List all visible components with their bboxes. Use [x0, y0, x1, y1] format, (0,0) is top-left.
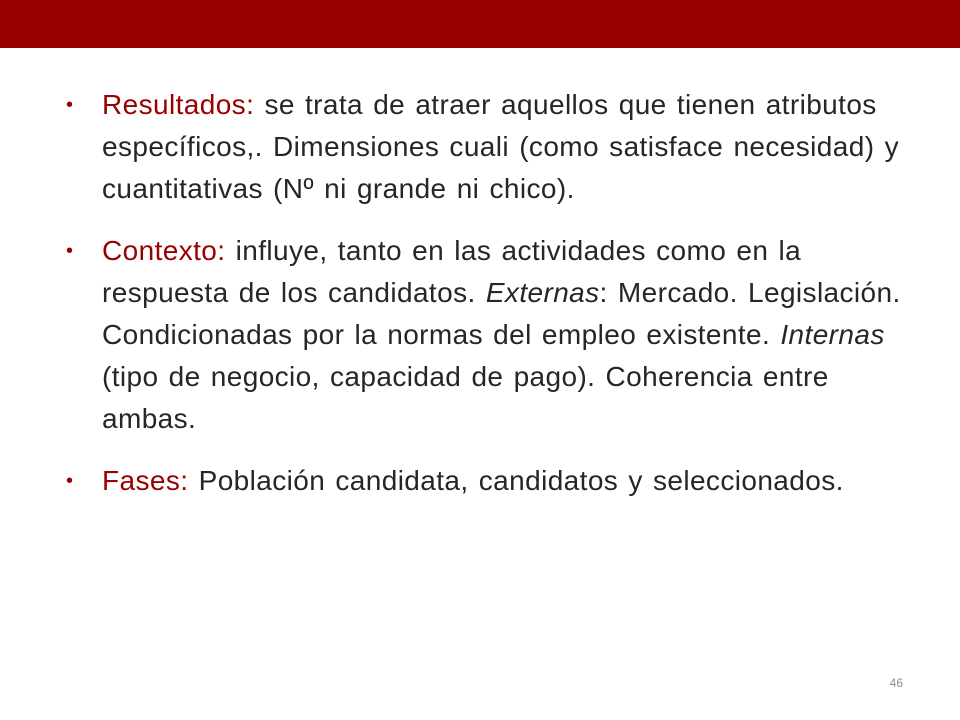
term-contexto: Contexto:	[102, 235, 226, 266]
emphasis-externas: Externas	[485, 277, 600, 308]
bullet-text: (tipo de negocio, capacidad de pago). Coherencia entre ambas.	[102, 361, 829, 434]
term-resultados: Resultados:	[102, 89, 255, 120]
bullet-text: influye, tanto en las actividades como en la respuesta de los candidatos.	[102, 235, 802, 308]
bullet-contexto	[66, 230, 926, 440]
page-number: 46	[889, 676, 903, 690]
term-fases: Fases:	[102, 465, 189, 496]
bullet-dot-icon: •	[66, 470, 74, 492]
bullet-text: Población candidata, candidatos y seleccionados.	[188, 465, 844, 496]
bullet-dot-icon: •	[66, 240, 74, 262]
bullet-text: : Mercado. Legislación. Condicionadas por la normas del empleo existente.	[102, 277, 901, 350]
bullet-resultados	[66, 84, 926, 210]
bullet-text: se trata de atraer aquellos que tienen atributos específicos,. Dimensiones cuali (como satisface necesidad) y cuantitativas (Nº ni grande ni chico).	[102, 89, 900, 204]
title-bar	[0, 0, 960, 48]
bullet-dot-icon: •	[66, 94, 74, 116]
bullet-fases	[66, 460, 926, 502]
bullet-list	[66, 84, 926, 522]
emphasis-internas: Internas	[780, 319, 885, 350]
